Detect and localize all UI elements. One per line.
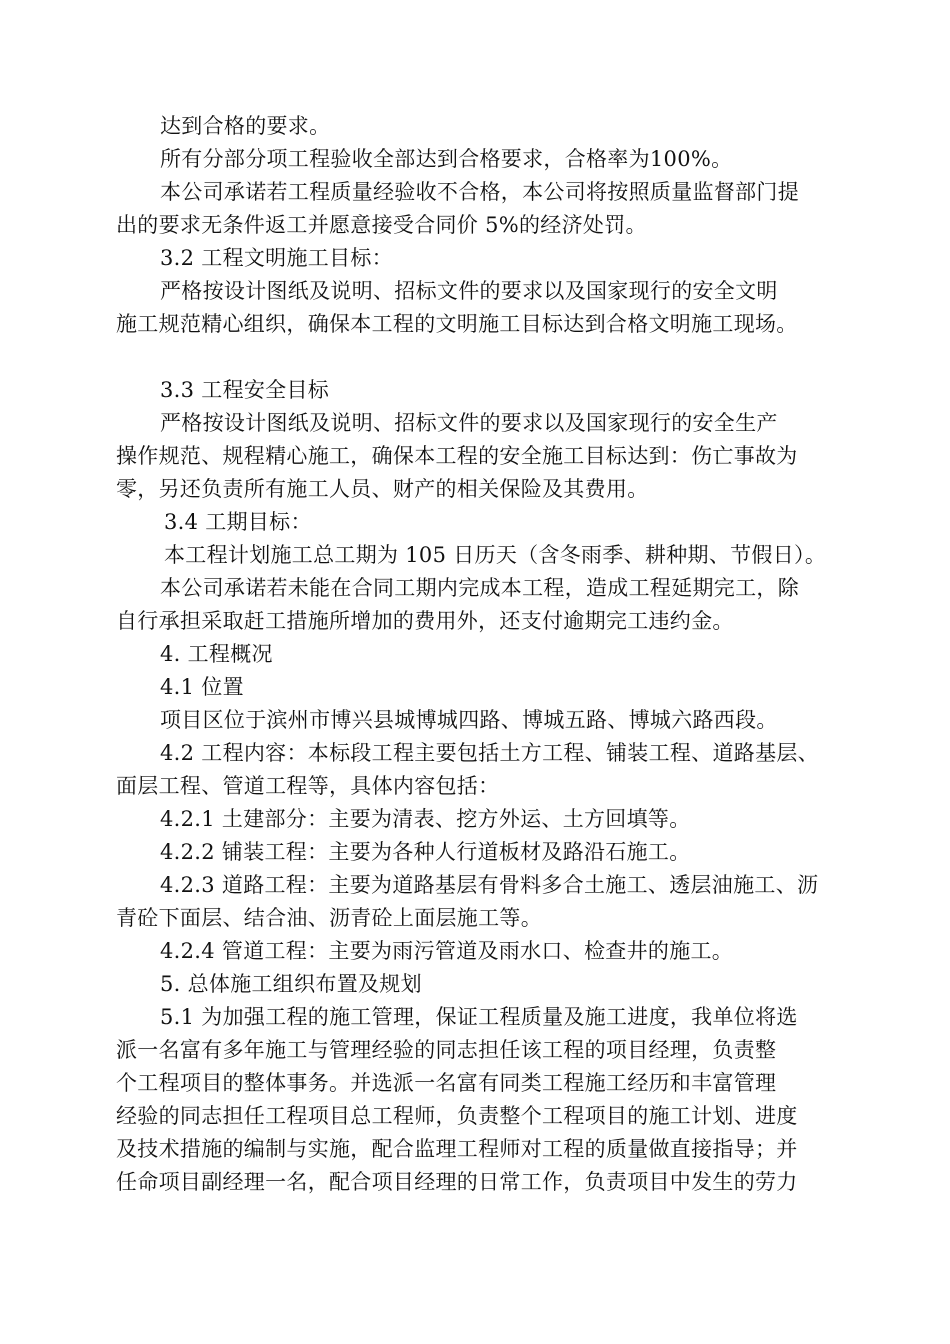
- text-line: 青砼下面层、结合油、沥青砼上面层施工等。: [116, 906, 542, 930]
- text-line: 施工规范精心组织，确保本工程的文明施工目标达到合格文明施工现场。: [116, 312, 798, 336]
- section-heading-3-4: 3.4 工期目标：: [164, 510, 312, 534]
- text-line: 本公司承诺若工程质量经验收不合格，本公司将按照质量监督部门提: [160, 180, 799, 204]
- section-heading-3-2: 3.2 工程文明施工目标：: [160, 246, 393, 270]
- text-line: 个工程项目的整体事务。并选派一名富有同类工程施工经历和丰富管理: [116, 1071, 777, 1095]
- text-line: 派一名富有多年施工与管理经验的同志担任该工程的项目经理，负责整: [116, 1038, 777, 1062]
- text-line: 操作规范、规程精心施工，确保本工程的安全施工目标达到：伤亡事故为: [116, 444, 798, 468]
- text-line: 5.1 为加强工程的施工管理，保证工程质量及施工进度，我单位将选: [160, 1005, 798, 1029]
- section-heading-4: 4. 工程概况: [160, 642, 273, 666]
- text-line: 严格按设计图纸及说明、招标文件的要求以及国家现行的安全文明: [160, 279, 778, 303]
- text-line: 面层工程、管道工程等，具体内容包括：: [116, 774, 500, 798]
- text-line: 出的要求无条件返工并愿意接受合同价 5%的经济处罚。: [116, 213, 647, 237]
- section-heading-4-1: 4.1 位置: [160, 675, 244, 699]
- text-line: 经验的同志担任工程项目总工程师，负责整个工程项目的施工计划、进度: [116, 1104, 798, 1128]
- text-line: 本公司承诺若未能在合同工期内完成本工程，造成工程延期完工，除: [160, 576, 799, 600]
- text-line: 4.2.4 管道工程：主要为雨污管道及雨水口、检查井的施工。: [160, 939, 734, 963]
- text-line: 4.2.3 道路工程：主要为道路基层有骨料多合土施工、透层油施工、沥: [160, 873, 819, 897]
- section-heading-5: 5. 总体施工组织布置及规划: [160, 972, 422, 996]
- text-line: 本工程计划施工总工期为 105 日历天（含冬雨季、耕种期、节假日）。: [164, 543, 827, 567]
- section-heading-3-3: 3.3 工程安全目标: [160, 378, 330, 402]
- text-line: 达到合格的要求。: [160, 114, 331, 138]
- text-line: 及技术措施的编制与实施，配合监理工程师对工程的质量做直接指导；并: [116, 1137, 798, 1161]
- text-line: 严格按设计图纸及说明、招标文件的要求以及国家现行的安全生产: [160, 411, 778, 435]
- text-line: 4.2.2 铺装工程：主要为各种人行道板材及路沿石施工。: [160, 840, 691, 864]
- text-line: 所有分部分项工程验收全部达到合格要求，合格率为100%。: [160, 147, 733, 171]
- text-line: 零，另还负责所有施工人员、财产的相关保险及其费用。: [116, 477, 649, 501]
- text-line: 项目区位于滨州市博兴县城博城四路、博城五路、博城六路西段。: [160, 708, 778, 732]
- section-heading-4-2: 4.2 工程内容：本标段工程主要包括土方工程、铺装工程、道路基层、: [160, 741, 819, 765]
- text-line: 4.2.1 土建部分：主要为清表、挖方外运、土方回填等。: [160, 807, 691, 831]
- text-line: 任命项目副经理一名，配合项目经理的日常工作，负责项目中发生的劳力: [116, 1170, 798, 1194]
- text-line: 自行承担采取赶工措施所增加的费用外，还支付逾期完工违约金。: [116, 609, 734, 633]
